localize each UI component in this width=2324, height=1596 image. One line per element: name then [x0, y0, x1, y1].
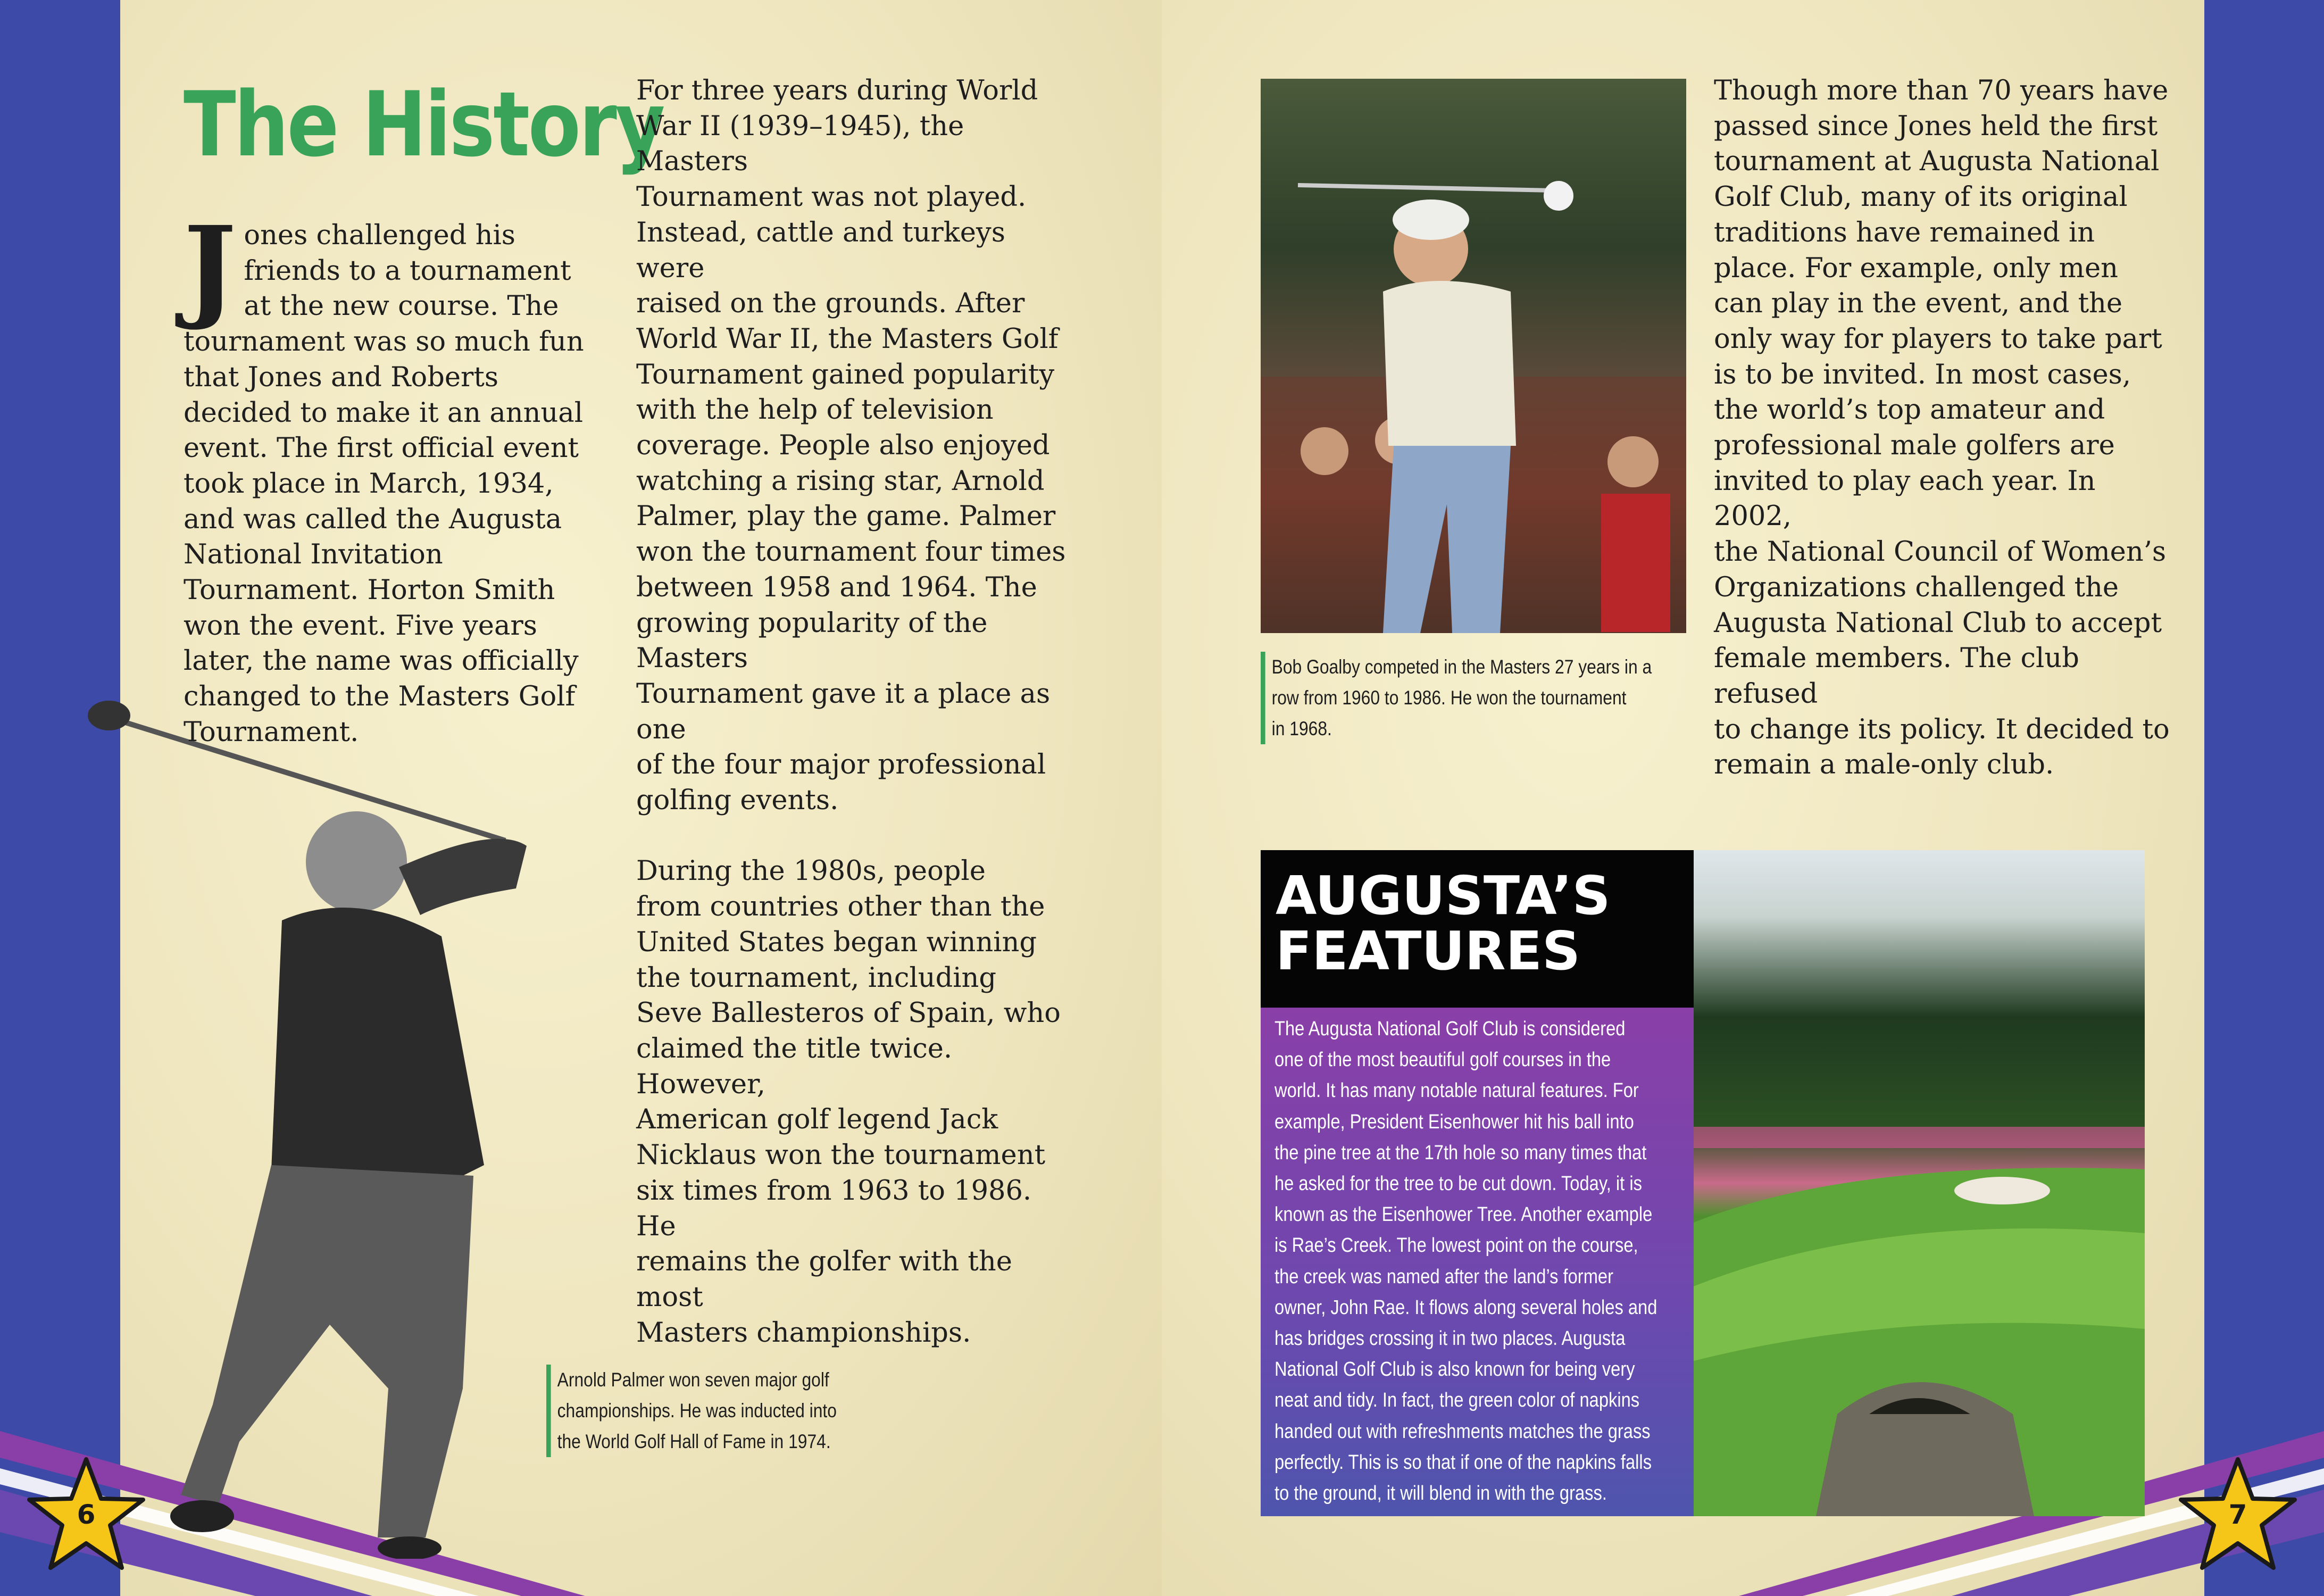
arnold-palmer-photo: [80, 686, 559, 1559]
bob-goalby-photo: [1261, 79, 1686, 633]
features-text: The Augusta National Golf Club is considered one of the most beautiful golf courses in the world. It has many notable natural features. For example, President Eisenhower hit his ball into the pine tree at the 17th hole so many times that he asked for the tree to be cut down. Today, it is known as the Eisenhower Tree. Another example is Rae’s Creek. The lowest point on the course, the creek was named after the land’s former owner, John Rae. It flows along several holes and has bridges crossing it in two places. Augusta National Golf Club is also known for being very neat and tidy. In fact, the green color of napkins handed out with refreshments matches the grass perfectly. This is so that if one of the napkins falls to the ground, it will blend in with the grass.: [1275, 1018, 1657, 1505]
page-number-left: 6: [77, 1499, 96, 1530]
caption-goalby: Bob Goalby competed in the Masters 27 years in a row from 1960 to 1986. He won the tournament in 1968.: [1261, 652, 1684, 744]
body-column-1: [184, 202, 598, 751]
page-number-right: 7: [2228, 1499, 2247, 1530]
body-column-2: For three years during World War II (1939–1945), the Masters Tournament was not played. Instead, cattle and turkeys were raised on the grounds. After World War II, the Masters Golf Tournament gained popularity with the help of television coverage. People also enjoyed watching a rising star, Arnold Palmer, play the game. Palmer won the tournament four times between 1958 and 1964. The growing popularity of the Masters Tournament gave it a place as one of the four major professional golfing events. During the 1980s, people from countries other than the United States began winning the tournament, including Seve Ballesteros of Spain, who claimed the title twice. However, American golf legend Jack Nicklaus won the tournament six times from 1963 to 1986. He remains the golfer with the most Masters championships.: [636, 75, 1066, 1349]
features-title: AUGUSTA’S FEATURES: [1276, 864, 1611, 982]
body-column-1-text: ones challenged his friends to a tournament at the new course. The tournament was so much fun that Jones and Roberts decided to make it an annual event. The first official event took place in March, 1934, and was called the Augusta National Invitation Tournament. Horton Smith won the event. Five years later, the name was officially changed to the Masters Golf Tournament.: [184, 220, 584, 748]
page-title: The History: [184, 72, 664, 177]
augusta-course-photo: [1694, 850, 2145, 1516]
drop-cap: J: [184, 202, 237, 333]
body-column-3: Though more than 70 years have passed since Jones held the first tournament at Augusta National Golf Club, many of its original traditions have remained in place. For example, only men can play in the event, and the only way for players to take part is to be invited. In most cases, the world’s top amateur and professional male golfers are invited to play each year. In 2002, the National Council of Women’s Organizations challenged the Augusta National Club to accept female members. The club refused to change its policy. It decided to remain a male-only club.: [1714, 75, 2170, 781]
caption-palmer: Arnold Palmer won seven major golf championships. He was inducted into the World Golf Hall of Fame in 1974.: [546, 1365, 850, 1457]
